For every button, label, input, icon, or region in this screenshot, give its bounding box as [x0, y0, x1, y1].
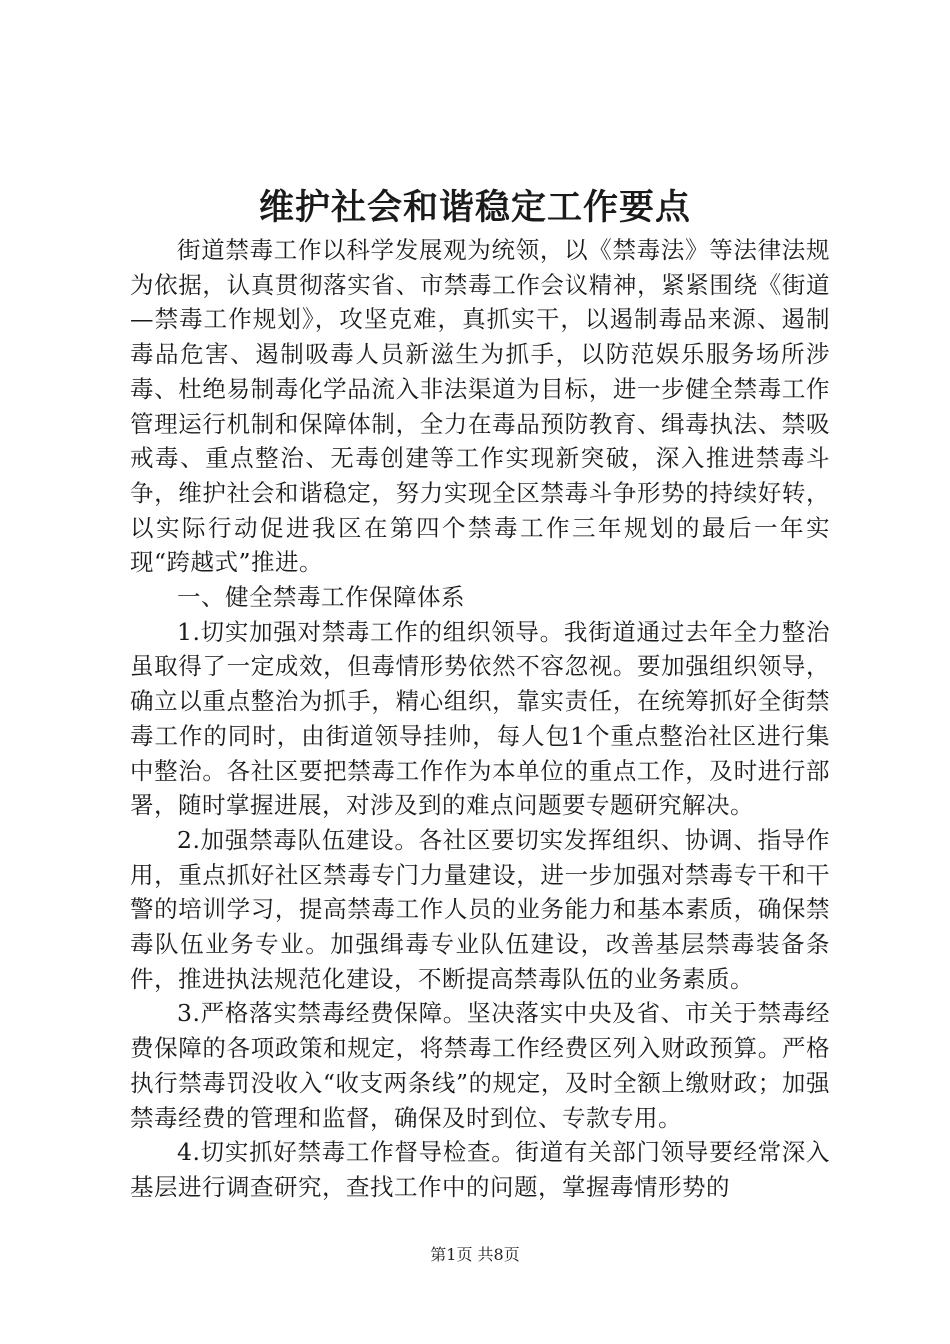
document-body [130, 233, 830, 1205]
intro-paragraph: 街道禁毒工作以科学发展观为统领，以《禁毒法》等法律法规为依据，认真贯彻落实省、市禁毒工作会议精神，紧紧围绕《街道—禁毒工作规划》，攻坚克难，真抓实干，以遏制毒品来源、遏制毒品危害、遏制吸毒人员新滋生为抓手，以防范娱乐服务场所涉毒、杜绝易制毒化学品流入非法渠道为目标，进一步健全禁毒工作管理运行机制和保障体制，全力在毒品预防教育、缉毒执法、禁吸戒毒、重点整治、无毒创建等工作实现新突破，深入推进禁毒斗争，维护社会和谐稳定，努力实现全区禁毒斗争形势的持续好转，以实际行动促进我区在第四个禁毒工作三年规划的最后一年实现“跨越式”推进。 [130, 236, 830, 577]
item-paragraph-4: 4.切实抓好禁毒工作督导检查。街道有关部门领导要经常深入基层进行调查研究，查找工作中的问题，掌握毒情形势的 [130, 1138, 830, 1201]
item-paragraph-3: 3.严格落实禁毒经费保障。坚决落实中央及省、市关于禁毒经费保障的各项政策和规定，将禁毒工作经费区列入财政预算。严格执行禁毒罚没收入“收支两条线”的规定，及时全额上缴财政；加强禁毒经费的管理和监督，确保及时到位、专款专用。 [130, 999, 830, 1132]
page-number-footer: 第1页 共8页 [430, 1245, 520, 1264]
item-paragraph-1: 1.切实加强对禁毒工作的组织领导。我街道通过去年全力整治虽取得了一定成效，但毒情形势依然不容忽视。要加强组织领导，确立以重点整治为抓手，精心组织，靠实责任，在统筹抓好全街禁毒工作的同时，由街道领导挂帅，每人包1个重点整治社区进行集中整治。各社区要把禁毒工作作为本单位的重点工作，及时进行部署，随时掌握进展，对涉及到的难点问题要专题研究解决。 [130, 617, 830, 820]
section-heading: 一、健全禁毒工作保障体系 [177, 583, 465, 612]
document-title: 维护社会和谐稳定工作要点 [258, 187, 691, 228]
item-paragraph-2: 2.加强禁毒队伍建设。各社区要切实发挥组织、协调、指导作用，重点抓好社区禁毒专门力量建设，进一步加强对禁毒专干和干警的培训学习，提高禁毒工作人员的业务能力和基本素质，确保禁毒队伍业务专业。加强缉毒专业队伍建设，改善基层禁毒装备条件，推进执法规范化建设，不断提高禁毒队伍的业务素质。 [130, 825, 830, 993]
